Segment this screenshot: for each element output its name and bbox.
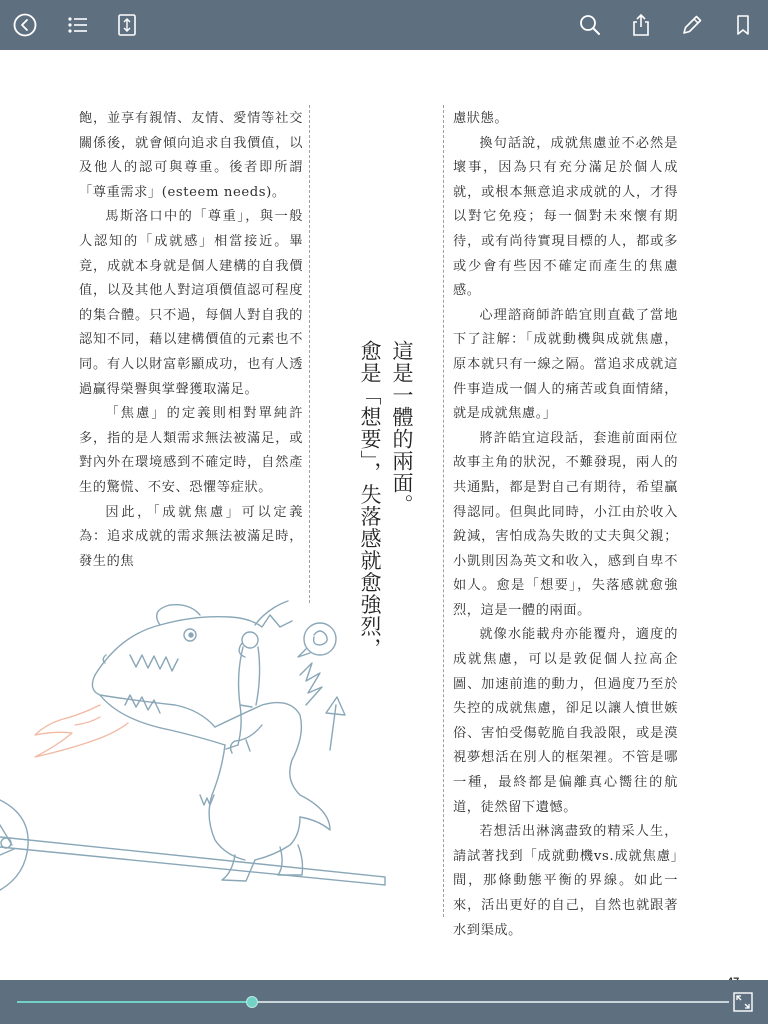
- search-icon: [577, 12, 603, 38]
- paragraph: 「焦慮」的定義則相對單純許多，指的是人類需求無法被滿足，或對內外在環境感到不確定時，自然產生的驚慌、不安、恐懼等症狀。: [79, 406, 303, 495]
- left-text-column: [79, 107, 303, 574]
- pull-quote-line-1: 這是一體的兩面。: [390, 340, 414, 516]
- pencil-icon: [679, 12, 705, 38]
- right-text-column: [453, 107, 678, 943]
- bookmark-icon: [730, 12, 756, 38]
- top-toolbar: [0, 0, 768, 50]
- paragraph: 馬斯洛口中的「尊重」，與一般人認知的「成就感」相當接近。畢竟，成就本身就是個人建構的自我價值，以及其他人對這項價值認可程度的集合體。只不過，每個人對自我的認知不同，藉以建構價值的元素也不同。有人以財富彰顯成功，也有人透過贏得榮譽與掌聲獲取滿足。: [79, 209, 303, 397]
- paragraph: 慮狀態。: [453, 111, 509, 126]
- back-circle-icon: [12, 12, 38, 38]
- toc-button[interactable]: [62, 10, 92, 40]
- paragraph: 因此，「成就焦慮」可以定義為：追求成就的需求無法被滿足時，發生的焦: [79, 504, 303, 569]
- paragraph: 換句話說，成就焦慮並不必然是壞事，因為只有充分滿足於個人成就，或根本無意追求成就的人，才得以對它免疫；每一個對未來懷有期待，或有尚待實現目標的人，都或多或少會有些因不確定而產生的焦慮感。: [453, 135, 678, 299]
- page-progress-fill: [17, 1001, 252, 1003]
- paragraph: 飽，並享有親情、友情、愛情等社交關係後，就會傾向追求自我價值，以及他人的認可與尊重。後者即所謂「尊重需求」(esteem needs)。: [79, 111, 303, 200]
- dragon-illustration: [0, 555, 400, 925]
- vertical-scroll-icon: [114, 12, 140, 38]
- pull-quote-line-2: 愈是「想要」，失落感就愈強烈，: [358, 340, 382, 660]
- bookmark-button[interactable]: [728, 10, 758, 40]
- share-button[interactable]: [626, 10, 656, 40]
- expand-icon[interactable]: [733, 992, 753, 1012]
- table-of-contents-icon: [64, 12, 90, 38]
- page-progress-track[interactable]: [17, 1001, 729, 1003]
- page-progress-thumb[interactable]: [246, 996, 258, 1008]
- share-icon: [628, 12, 654, 38]
- annotate-button[interactable]: [677, 10, 707, 40]
- paragraph: 將許皓宜這段話，套進前面兩位故事主角的狀況，不難發現，兩人的共通點，都是對自己有期待，希望贏得認同。但與此同時，小江由於收入銳減，害怕成為失敗的丈夫與父親；小凱則因為英文和收入，感到自卑不如人。愈是「想要」，失落感就愈強烈，這是一體的兩面。: [453, 430, 678, 618]
- paragraph: 心理諮商師許皓宜則直截了當地下了註解：「成就動機與成就焦慮，原本就只有一線之隔。當追求成就這件事造成一個人的痛苦或負面情緒，就是成就焦慮。」: [453, 307, 678, 422]
- left-column-divider: [309, 105, 310, 603]
- back-button[interactable]: [10, 10, 40, 40]
- search-button[interactable]: [575, 10, 605, 40]
- book-page: [0, 50, 768, 980]
- paragraph: 若想活出淋漓盡致的精采人生，請試著找到「成就動機vs.成就焦慮」間，那條動態平衡的界線。如此一來，活出更好的自己，自然也就跟著水到渠成。: [453, 824, 678, 938]
- paragraph: 就像水能載舟亦能覆舟，適度的成就焦慮，可以是敦促個人拉高企圖、加速前進的動力，但過度乃至於失控的成就焦慮，卻足以讓人憤世嫉俗、害怕受傷乾脆自我設限，或是漠視夢想活在別人的框架裡。不管是哪一種，最終都是偏離真心嚮往的航道，徒然留下遺憾。: [453, 627, 678, 815]
- scroll-mode-button[interactable]: [112, 10, 142, 40]
- right-column-divider: [443, 105, 444, 917]
